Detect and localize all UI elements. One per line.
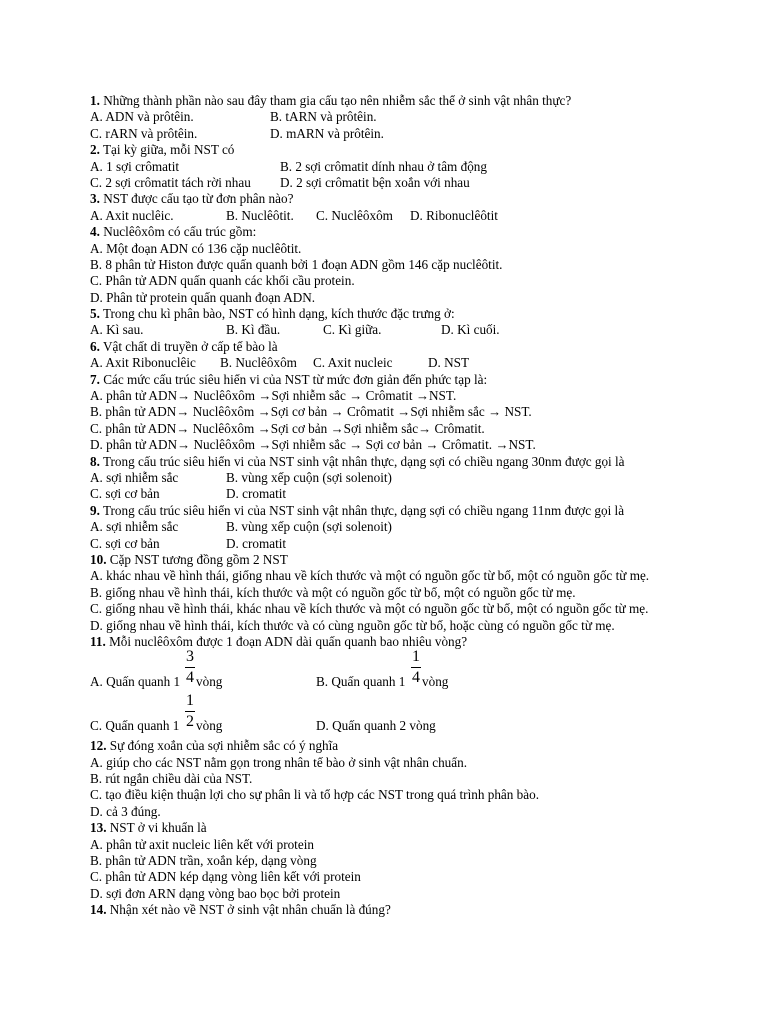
option-c: C. Quấn quanh 1 — [90, 717, 180, 733]
question-text: Trong chu kì phân bào, NST có hình dạng, kích thước đặc trưng ở: — [99, 306, 455, 322]
fraction-bar — [411, 667, 421, 668]
question-number: 11. — [90, 633, 106, 649]
option-b-unit: vòng — [422, 673, 449, 689]
question-list — [90, 93, 730, 634]
answer-option: C. phân tử ADN→ Nuclêôxôm →Sợi cơ bản →Sợi nhiễm sắc→ Crômatit. — [90, 420, 485, 436]
answer-row — [90, 159, 730, 175]
answer-option: B. Kì đầu. — [226, 322, 281, 338]
answer-option: D. Kì cuối. — [441, 322, 500, 338]
question-number: 6. — [90, 338, 100, 354]
document-page — [90, 93, 730, 919]
option-a-unit: vòng — [196, 673, 223, 689]
question-number: 1. — [90, 93, 100, 108]
question — [90, 224, 730, 306]
answer-option: B. tARN và prôtêin. — [270, 109, 377, 125]
answer-row — [90, 650, 730, 694]
answer-row — [90, 486, 730, 502]
question-stem — [90, 503, 730, 519]
question-stem — [90, 306, 730, 322]
question-text: NST được cấu tạo từ đơn phân nào? — [99, 191, 294, 207]
fraction-numerator: 3 — [186, 648, 194, 666]
question-text: Những thành phần nào sau đây tham gia cấu tạo nên nhiễm sắc thể ở sinh vật nhân thực? — [99, 93, 572, 108]
question-number: 7. — [90, 371, 100, 387]
answer-row — [90, 208, 730, 224]
answer-row — [90, 437, 730, 453]
answer-option: D. cả 3 đúng. — [90, 803, 161, 819]
answer-option: C. sợi cơ bản — [90, 486, 160, 502]
answer-row — [90, 853, 730, 869]
answer-option: D. mARN và prôtêin. — [270, 125, 384, 141]
fraction-bar — [185, 711, 195, 712]
question — [90, 503, 730, 552]
question — [90, 191, 730, 224]
answer-option: A. Một đoạn ADN có 136 cặp nuclêôtit. — [90, 240, 302, 256]
answer-option: B. vùng xếp cuộn (sợi solenoit) — [226, 519, 392, 535]
question-list — [90, 738, 730, 918]
answer-option: B. giống nhau về hình thái, kích thước và một có nguồn gốc từ bố, một có nguồn gốc từ mẹ. — [90, 584, 576, 600]
answer-row — [90, 755, 730, 771]
answer-option: B. phân tử ADN→ Nuclêôxôm →Sợi cơ bản → Crômatit →Sợi nhiễm sắc → NST. — [90, 404, 532, 420]
question-text: Mỗi nuclêôxôm được 1 đoạn ADN dài quấn quanh bao nhiêu vòng? — [105, 633, 468, 649]
question-text: Tại kỳ giữa, mỗi NST có — [99, 142, 235, 158]
answer-row — [90, 601, 730, 617]
option-b: B. Quấn quanh 1 — [316, 673, 406, 689]
fraction-denominator: 4 — [186, 669, 194, 687]
question-number: 13. — [90, 820, 107, 836]
question — [90, 372, 730, 454]
answer-option: D. Ribonuclêôtit — [410, 207, 498, 223]
answer-option: A. sợi nhiễm sắc — [90, 519, 179, 535]
question — [90, 552, 730, 634]
question-number: 8. — [90, 453, 100, 469]
question-number: 3. — [90, 191, 100, 207]
fraction-three-quarters — [185, 648, 195, 687]
answer-row — [90, 109, 730, 125]
answer-option: B. vùng xếp cuộn (sợi solenoit) — [226, 469, 392, 485]
answer-option: B. Nuclêôtit. — [226, 207, 294, 223]
question-number: 10. — [90, 551, 107, 567]
answer-option: C. tạo điều kiện thuận lợi cho sự phân li và tổ hợp các NST trong quá trình phân bào. — [90, 787, 539, 803]
question-text: Sự đóng xoắn của sợi nhiễm sắc có ý nghĩa — [106, 738, 339, 754]
answer-option: B. Nuclêôxôm — [220, 355, 297, 371]
answer-option: A. Axit nuclêic. — [90, 207, 174, 223]
question-text: Cặp NST tương đồng gồm 2 NST — [106, 551, 288, 567]
question-number: 9. — [90, 502, 100, 518]
answer-row — [90, 568, 730, 584]
answer-option: D. giống nhau về hình thái, kích thước và có cùng nguồn gốc từ bố, hoặc cùng có nguồn gốc từ mẹ. — [90, 617, 615, 633]
question — [90, 142, 730, 191]
question-stem — [90, 454, 730, 470]
option-d: D. Quấn quanh 2 vòng — [316, 717, 436, 733]
answer-option: C. Phân tử ADN quấn quanh các khối cầu protein. — [90, 273, 355, 289]
answer-option: C. Nuclêôxôm — [316, 207, 393, 223]
answer-row — [90, 694, 730, 738]
question — [90, 306, 730, 339]
answer-row — [90, 355, 730, 371]
answer-option: B. rút ngắn chiều dài của NST. — [90, 771, 253, 787]
answer-row — [90, 618, 730, 634]
question-11 — [90, 634, 730, 738]
question-stem — [90, 738, 730, 754]
answer-option: A. khác nhau về hình thái, giống nhau về kích thước và một có nguồn gốc từ bố, một có nguồn gốc từ mẹ. — [90, 568, 650, 584]
answer-row — [90, 869, 730, 885]
question-number: 12. — [90, 738, 107, 754]
fraction-numerator: 1 — [412, 648, 420, 666]
answer-option: D. Phân tử protein quấn quanh đoạn ADN. — [90, 289, 316, 305]
answer-row — [90, 388, 730, 404]
fraction-denominator: 2 — [186, 713, 194, 731]
answer-row — [90, 787, 730, 803]
answer-row — [90, 886, 730, 902]
answer-option: A. Axit Ribonuclêic — [90, 355, 196, 371]
answer-row — [90, 257, 730, 273]
option-c-unit: vòng — [196, 717, 223, 733]
answer-row — [90, 804, 730, 820]
answer-option: C. sợi cơ bản — [90, 535, 160, 551]
answer-option: D. cromatit — [226, 535, 287, 551]
answer-option: A. 1 sợi crômatit — [90, 158, 180, 174]
question-text: Vật chất di truyền ở cấp tế bào là — [99, 338, 278, 354]
option-a: A. Quấn quanh 1 — [90, 673, 181, 689]
fraction-numerator: 1 — [186, 692, 194, 710]
answer-row — [90, 175, 730, 191]
question-text: Trong cấu trúc siêu hiển vi của NST sinh vật nhân thực, dạng sợi có chiều ngang 11nm được gọi là — [99, 502, 625, 518]
question-stem — [90, 820, 730, 836]
question — [90, 454, 730, 503]
question-number: 4. — [90, 224, 100, 240]
answer-option: A. sợi nhiễm sắc — [90, 469, 179, 485]
answer-row — [90, 404, 730, 420]
answer-row — [90, 126, 730, 142]
question-stem — [90, 142, 730, 158]
answer-option: B. phân tử ADN trần, xoắn kép, dạng vòng — [90, 853, 317, 869]
question-text: Nuclêôxôm có cấu trúc gồm: — [99, 224, 257, 240]
question — [90, 738, 730, 820]
question-stem — [90, 191, 730, 207]
fraction-one-quarter — [411, 648, 421, 687]
answer-option: C. Axit nucleic — [313, 355, 393, 371]
answer-row — [90, 519, 730, 535]
answer-option: C. rARN và prôtêin. — [90, 125, 198, 141]
answer-row — [90, 585, 730, 601]
answer-option: A. Kì sau. — [90, 322, 144, 338]
answer-row — [90, 536, 730, 552]
question-text: NST ở vi khuẩn là — [106, 820, 207, 836]
question-number: 5. — [90, 306, 100, 322]
answer-row — [90, 290, 730, 306]
question-number: 14. — [90, 902, 107, 918]
fraction-denominator: 4 — [412, 669, 420, 687]
answer-option: D. cromatit — [226, 486, 287, 502]
question — [90, 93, 730, 142]
answer-option: C. 2 sợi crômatit tách rời nhau — [90, 174, 251, 190]
question-stem — [90, 902, 730, 918]
answer-option: D. sợi đơn ARN dạng vòng bao bọc bởi protein — [90, 885, 341, 901]
question-stem — [90, 224, 730, 240]
answer-option: A. giúp cho các NST nằm gọn trong nhân tế bào ở sinh vật nhân chuẩn. — [90, 754, 467, 770]
fraction-one-half — [185, 692, 195, 731]
question-number: 2. — [90, 142, 100, 158]
answer-option: B. 2 sợi crômatit dính nhau ở tâm động — [280, 158, 487, 174]
answer-option: A. phân tử ADN→ Nuclêôxôm →Sợi nhiễm sắc → Crômatit →NST. — [90, 388, 457, 404]
question — [90, 820, 730, 902]
question-stem — [90, 552, 730, 568]
answer-row — [90, 771, 730, 787]
answer-option: A. ADN và prôtêin. — [90, 109, 194, 125]
answer-row — [90, 273, 730, 289]
answer-option: C. Kì giữa. — [323, 322, 382, 338]
answer-option: D. phân tử ADN→ Nuclêôxôm →Sợi nhiễm sắc → Sợi cơ bản → Crômatit. →NST. — [90, 437, 536, 453]
answer-row — [90, 322, 730, 338]
question — [90, 902, 730, 918]
answer-row — [90, 421, 730, 437]
answer-row — [90, 470, 730, 486]
question-text: Trong cấu trúc siêu hiển vi của NST sinh vật nhân thực, dạng sợi có chiều ngang 30nm được gọi là — [99, 453, 625, 469]
question-text: Các mức cấu trúc siêu hiển vi của NST từ mức đơn giản đến phức tạp là: — [99, 371, 488, 387]
answer-option: B. 8 phân tử Histon được quấn quanh bởi 1 đoạn ADN gồm 146 cặp nuclêôtit. — [90, 256, 503, 272]
answer-option: A. phân tử axit nucleic liên kết với protein — [90, 836, 314, 852]
answer-row — [90, 837, 730, 853]
answer-option: D. NST — [428, 355, 470, 371]
fraction-bar — [185, 667, 195, 668]
question-stem — [90, 93, 730, 109]
answer-row — [90, 241, 730, 257]
question-stem — [90, 339, 730, 355]
question-stem — [90, 372, 730, 388]
question — [90, 339, 730, 372]
answer-option: D. 2 sợi crômatit bện xoắn với nhau — [280, 174, 470, 190]
question-text: Nhận xét nào về NST ở sinh vật nhân chuẩn là đúng? — [106, 902, 391, 918]
answer-option: C. giống nhau về hình thái, khác nhau về kích thước và một có nguồn gốc từ bố, một có nguồn gốc từ mẹ. — [90, 601, 649, 617]
answer-option: C. phân tử ADN kép dạng vòng liên kết với protein — [90, 869, 361, 885]
